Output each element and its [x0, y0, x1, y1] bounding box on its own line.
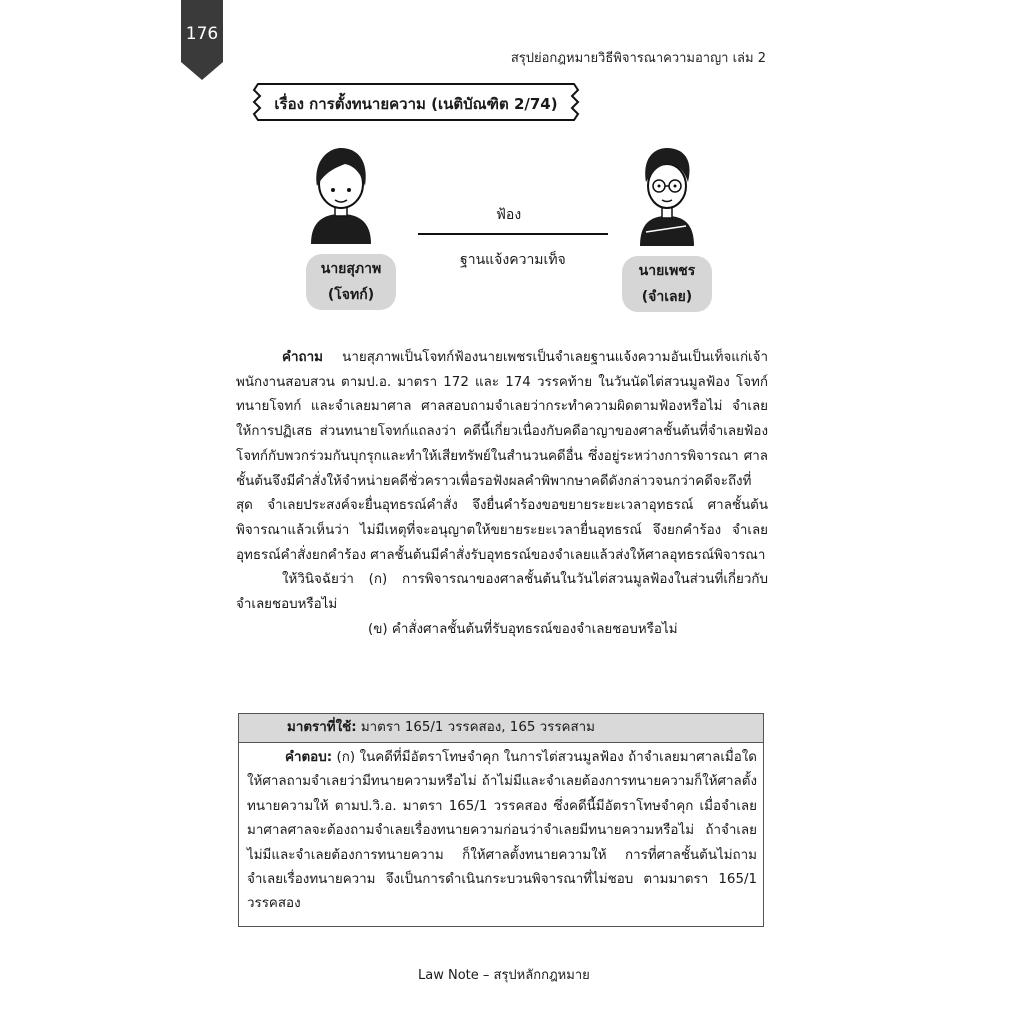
plaintiff-label [306, 254, 396, 310]
defendant-illustration [636, 146, 698, 248]
plaintiff-role: (โจทก์) [327, 287, 375, 303]
page-number: 176 [185, 24, 219, 44]
page-number-tab [181, 0, 223, 80]
question-sub-b: (ข) คำสั่งศาลชั้นต้นที่รับอุทธรณ์ของจำเลยชอบหรือไม่ [368, 621, 678, 637]
page-title: เรื่อง การตั้งทนายความ (เนติบัณฑิต 2/74) [274, 95, 558, 113]
relation-charge: ฐานแจ้งความเท็จ [460, 252, 566, 268]
defendant-label [622, 256, 712, 312]
question-label: คำถาม [282, 350, 323, 365]
plaintiff-name: นายสุภาพ [320, 261, 382, 277]
relation-line [418, 233, 608, 235]
sections-used [239, 714, 763, 743]
answer-label: คำตอบ: [285, 750, 333, 765]
defendant-role: (จำเลย) [641, 289, 693, 305]
sections-text: มาตรา 165/1 วรรคสอง, 165 วรรคสาม [356, 720, 595, 735]
title-banner [250, 80, 582, 124]
question-text: นายสุภาพเป็นโจทก์ฟ้องนายเพชรเป็นจำเลยฐานแจ้งความอันเป็นเท็จแก่เจ้าพนักงานสอบสวน ตามป.อ. มาตรา 172 และ 174 วรรคท้าย ในวันนัดไต่สวนมูลฟ้อง โจทก์ ทนายโจทก์ และจำเลยมาศาล ศาลสอบถามจำเลยว่ากระทำความผิดตามฟ้องหรือไม่ จำเลยให้การปฏิเสธ ส่วนทนายโจทก์แถลงว่า คดีนี้เกี่ยวเนื่องกับคดีอาญาของศาลชั้นต้นที่จำเลยฟ้องโจทก์กับพวกร่วมกันบุกรุกและทำให้เสียทรัพย์ในสำนวนคดีอื่น ซึ่งอยู่ระหว่างการพิจารณา ศาลชั้นต้นจึงมีคำสั่งให้จำหน่ายคดีชั่วคราวเพื่อรอฟังผลคำพิพากษาคดีดังกล่าวจนกว่าคดีจะถึงที่สุด จำเลยประสงค์จะยื่นอุทธรณ์คำสั่ง จึงยื่นคำร้องขอขยายระยะเวลาอุทธรณ์ ศาลชั้นต้นพิจารณาแล้วเห็นว่า ไม่มีเหตุที่จะอนุญาตให้ขยายระยะเวลายื่นอุทธรณ์ จึงยกคำร้อง จำเลยอุทธรณ์คำสั่งยกคำร้อง ศาลชั้นต้นมีคำสั่งรับอุทธรณ์ของจำเลยแล้วส่งให้ศาลอุทธรณ์พิจารณา [236, 350, 768, 563]
running-header: สรุปย่อกฎหมายวิธีพิจารณาความอาญา เล่ม 2 [510, 51, 766, 66]
relation-action: ฟ้อง [496, 207, 522, 223]
sections-label: มาตราที่ใช้: [287, 720, 357, 735]
defendant-name: นายเพชร [638, 263, 696, 279]
question-section [236, 346, 768, 642]
page-footer: Law Note – สรุปหลักกฎหมาย [418, 968, 590, 983]
question-decision-intro: ให้วินิจฉัยว่า (ก) การพิจารณาของศาลชั้นต้นในวันไต่สวนมูลฟ้องในส่วนที่เกี่ยวกับจำเลยชอบหรือไม่ [236, 572, 768, 613]
answer-text: (ก) ในคดีที่มีอัตราโทษจำคุก ในการไต่สวนมูลฟ้อง ถ้าจำเลยมาศาลเมื่อใด ให้ศาลถามจำเลยว่ามีทนายความหรือไม่ ถ้าไม่มีและจำเลยต้องการทนายความก็ให้ศาลตั้งทนายความให้ ตามป.วิ.อ. มาตรา 165/1 วรรคสอง ซึ่งคดีนี้มีอัตราโทษจำคุก เมื่อจำเลยมาศาลศาลจะต้องถามจำเลยเรื่องทนายความก่อนว่าจำเลยมีทนายความหรือไม่ ถ้าจำเลยไม่มีและจำเลยต้องการทนายความ ก็ให้ศาลตั้งทนายความให้ การที่ศาลชั้นต้นไม่ถามจำเลยเรื่องทนายความ จึงเป็นการดำเนินกระบวนพิจารณาที่ไม่ชอบ ตามมาตรา 165/1 วรรคสอง [247, 750, 757, 912]
answer-body [239, 743, 763, 917]
plaintiff-illustration [305, 146, 377, 246]
answer-box [238, 713, 764, 927]
